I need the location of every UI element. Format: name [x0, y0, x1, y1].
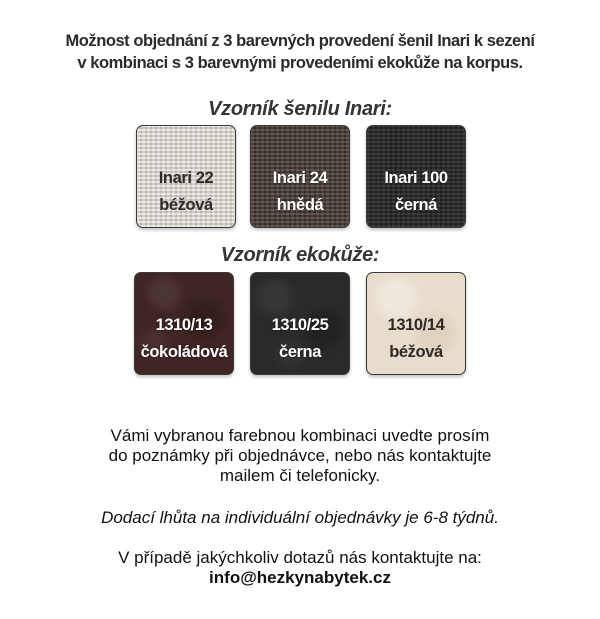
contact-email-link[interactable]: info@hezkynabytek.cz — [209, 568, 391, 587]
swatch-code: 1310/25 — [271, 316, 329, 334]
delivery-text — [0, 508, 600, 528]
fabric-swatch-inari-24 — [250, 125, 350, 228]
swatch-label — [367, 165, 465, 219]
contact-text: V případě jakýchkoliv dotazů nás kontaktujte na: — [118, 548, 482, 567]
delivery-line: Dodací lhůta na individuální objednávky je 6-8 týdnů. — [101, 508, 499, 527]
swatch-label — [251, 165, 349, 219]
swatch-label — [137, 165, 235, 219]
swatch-label — [135, 312, 233, 366]
swatch-color-name: čokoládová — [140, 343, 228, 361]
swatch-code: 1310/14 — [387, 316, 445, 334]
swatch-color-name: béžová — [389, 343, 443, 361]
leather-swatch-1310-13 — [134, 272, 234, 375]
swatch-code: Inari 100 — [384, 169, 448, 187]
swatch-code: Inari 24 — [272, 169, 328, 187]
swatch-label — [251, 312, 349, 366]
fabric-swatch-inari-100 — [366, 125, 466, 228]
intro-line-1: Možnost objednání z 3 barevných provedení šenil Inari k sezení — [65, 32, 535, 50]
swatch-code: 1310/13 — [155, 316, 213, 334]
contact-block — [0, 548, 600, 588]
leather-swatch-1310-25 — [250, 272, 350, 375]
instructions-line-1: Vámi vybranou farebnou kombinaci uvedte prosím — [110, 426, 490, 445]
instructions-line-3: mailem či telefonicky. — [219, 466, 381, 485]
fabric-swatch-inari-22 — [136, 125, 236, 228]
swatch-code: Inari 22 — [158, 169, 214, 187]
instructions-line-2: do poznámky při objednávce, nebo nás kontaktujte — [108, 446, 492, 465]
leather-swatch-1310-14 — [366, 272, 466, 375]
instructions-text — [0, 426, 600, 486]
intro-line-2: v kombinaci s 3 barevnými provedeními ekokůže na korpus. — [77, 54, 523, 72]
swatch-color-name: černá — [394, 196, 438, 214]
swatch-color-name: černa — [278, 343, 322, 361]
swatch-color-name: béžová — [159, 196, 213, 214]
fabric-section-title: Vzorník šenilu Inari: — [208, 98, 392, 120]
swatch-label — [367, 312, 465, 366]
leather-section-title: Vzorník ekokůže: — [220, 244, 380, 266]
intro-text — [0, 30, 600, 74]
swatch-color-name: hnědá — [276, 196, 324, 214]
